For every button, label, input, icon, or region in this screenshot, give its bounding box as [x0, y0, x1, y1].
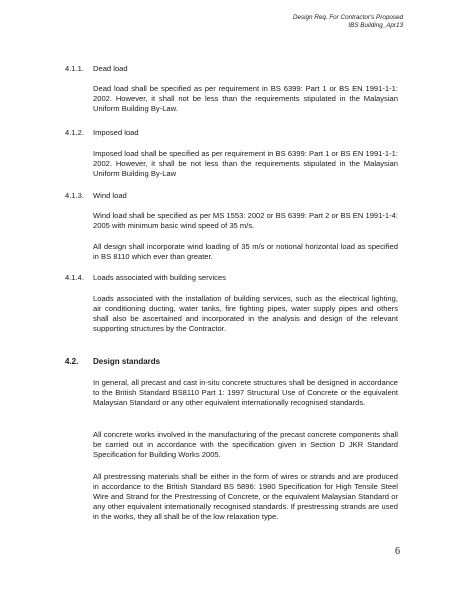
- section-number: 4.1.4.: [65, 273, 84, 282]
- section-heading-wind-load: [65, 191, 127, 201]
- paragraph-design-standards-2: All concrete works involved in the manufacturing of the precast concrete components shall be carried out in accordance with the specification given in Section D JKR Standard Specification for Building Works 2005.: [93, 430, 398, 459]
- section-number: 4.1.2.: [65, 128, 84, 137]
- paragraph-design-standards-3: All prestressing materials shall be either in the form of wires or strands and are produced in accordance to the British Standard BS 5896: 1980 Specification for High Tensile Steel Wire and Strand for the Prestressing of Concrete, or the equivalent Malaysian Standard or any other equivalent internationally recognised standards. If prestressing strands are used in the works, they all shall be of the low relaxation type.: [93, 472, 398, 521]
- section-title: Design standards: [93, 357, 161, 366]
- section-title: Dead load: [93, 64, 128, 73]
- paragraph-design-standards-1: In general, all precast and cast in-situ concrete structures shall be designed in accordance to the British Standard BS8110 Part 1: 1997 Structural Use of Concrete or the equivalent Malaysian Standard or any other equivalent internationally recognised standards.: [93, 378, 398, 407]
- page-header: [293, 14, 403, 30]
- paragraph-dead-load: Dead load shall be specified as per requirement in BS 6399: Part 1 or BS EN 1991-1-1: 2002. However, it shall not be less than the requirements stipulated in the Malaysian Uniform Building By-Law.: [93, 84, 398, 113]
- header-line-1: Design Req. For Contractor's Proposed: [292, 14, 403, 21]
- paragraph-wind-load-1: Wind load shall be specified as per MS 1553: 2002 or BS 6399: Part 2 or BS EN 1991-1-4: 2005 with minimum basic wind speed of 35 m/s.: [93, 211, 398, 230]
- paragraph-wind-load-2: All design shall incorporate wind loading of 35 m/s or notional horizontal load as specified in BS 8110 which ever than greater.: [93, 242, 398, 261]
- paragraph-imposed-load: Imposed load shall be specified as per requirement in BS 6399: Part 1 or BS EN 1991-1-1: 2002. However, it shall be not less than the requirements stipulated in the Malaysian Uniform Building By-Law: [93, 149, 398, 178]
- section-heading-imposed-load: [65, 128, 139, 138]
- section-number: 4.1.1.: [65, 64, 84, 73]
- section-heading-services-loads: [65, 273, 226, 283]
- page-number: 6: [395, 546, 400, 557]
- section-heading-design-standards: [65, 357, 160, 367]
- section-number: 4.2.: [65, 357, 79, 366]
- section-title: Loads associated with building services: [93, 273, 226, 282]
- section-title: Imposed load: [93, 128, 139, 137]
- section-number: 4.1.3.: [65, 191, 84, 200]
- section-title: Wind load: [93, 191, 127, 200]
- section-heading-dead-load: [65, 64, 128, 74]
- paragraph-services-loads: Loads associated with the installation of building services, such as the electrical lighting, air conditioning ducting, water tanks, fire fighting pipes, water supply pipes and others shall also be ascertained and incorporated in the analysis and design of the relevant supporting structures by the Contractor.: [93, 294, 398, 333]
- header-line-2: IBS Building_Apr13: [348, 22, 403, 29]
